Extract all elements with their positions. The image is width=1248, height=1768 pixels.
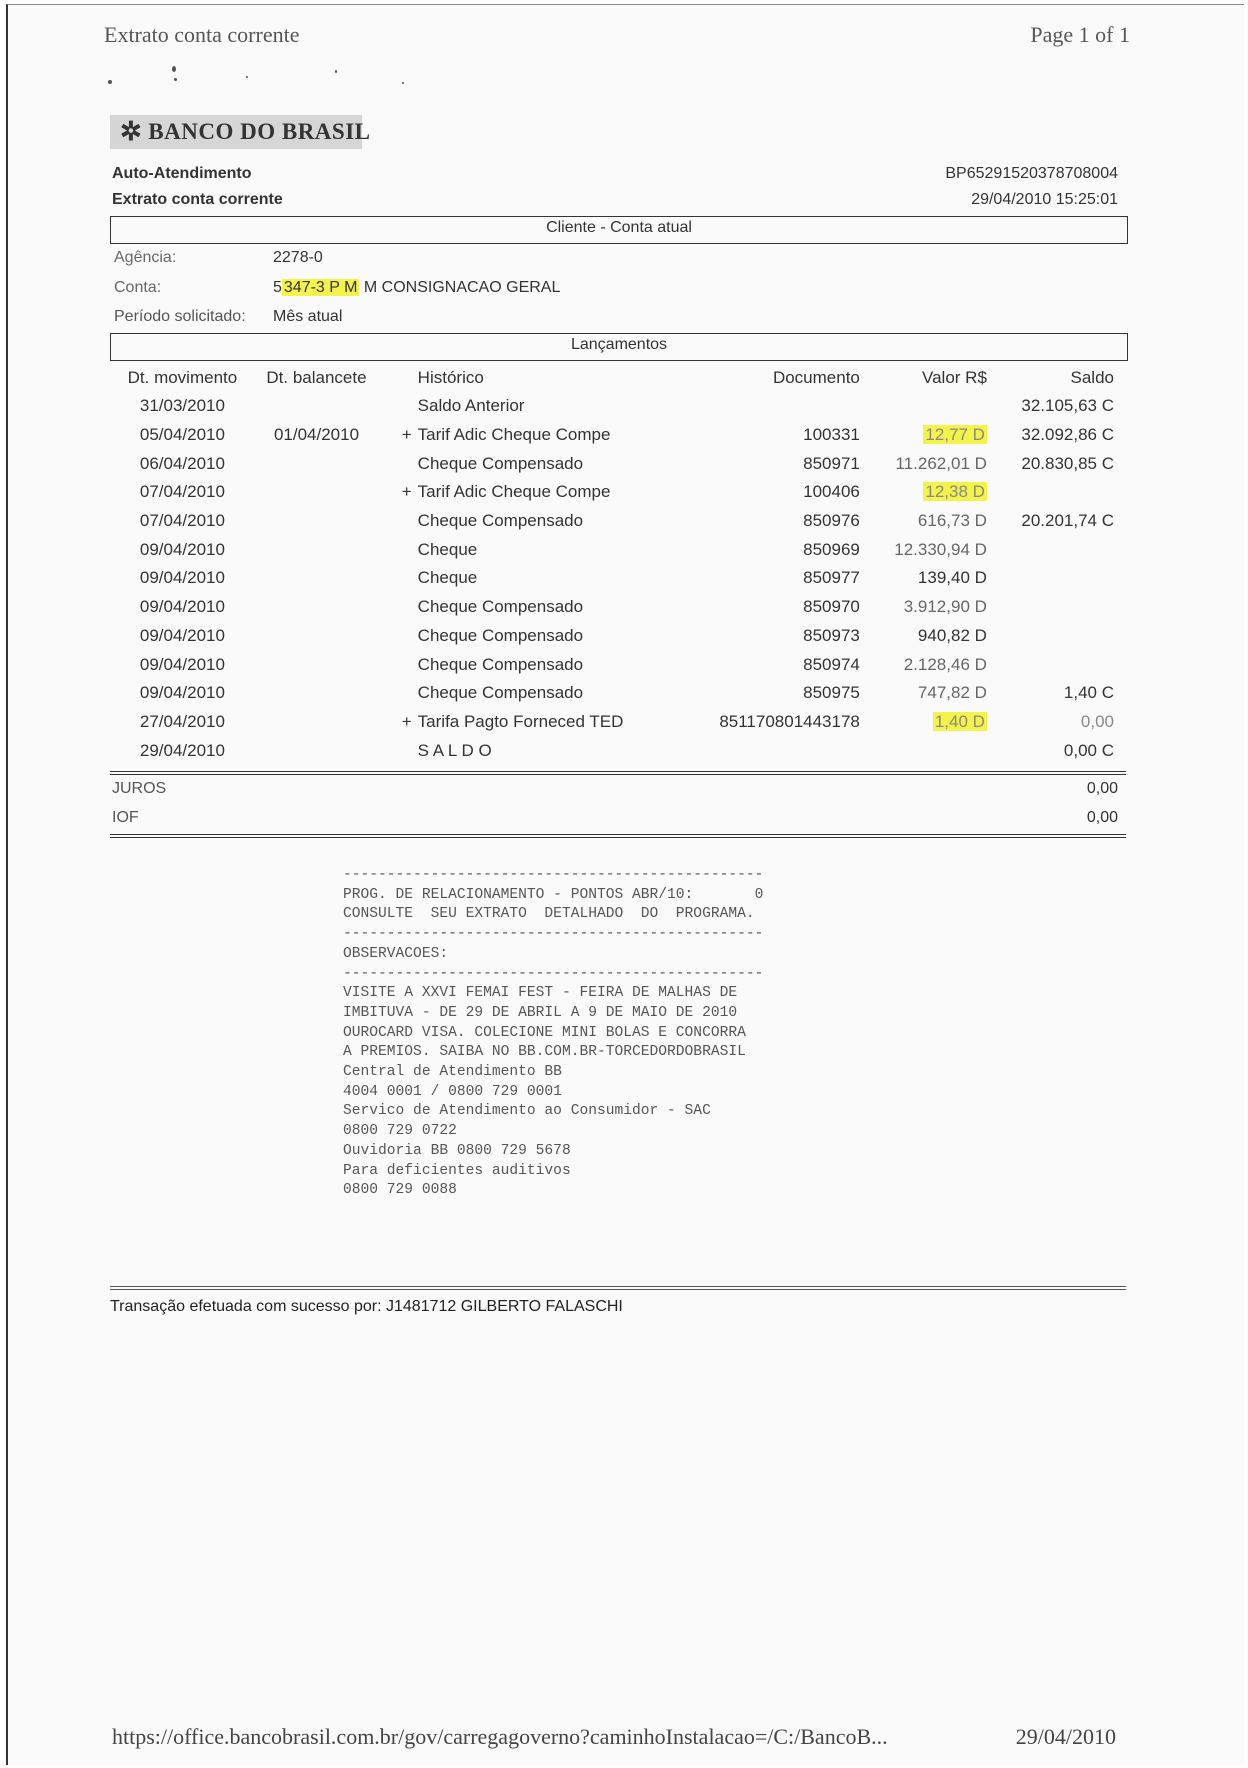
cell-historico: Cheque Compensado (417, 625, 584, 645)
table-row (110, 679, 1126, 708)
cell-dt-movimento: 05/04/2010 (139, 425, 225, 445)
cell-documento: 850974 (803, 654, 860, 674)
statement-datetime: 29/04/2010 15:25:01 (971, 191, 1118, 208)
column-header: Documento (772, 368, 860, 387)
cell-valor: 940,82 D (917, 625, 987, 645)
bank-logo-icon: ✲ (120, 117, 143, 146)
conta-value-rest: M CONSIGNACAO GERAL (359, 279, 561, 296)
column-header: Saldo (1070, 368, 1114, 387)
cell-sign (378, 449, 418, 478)
scan-speck (108, 80, 112, 84)
cell-dt-movimento: 09/04/2010 (139, 654, 225, 674)
cell-historico: Cheque Compensado (417, 597, 584, 617)
iof-value: 0,00 (1086, 809, 1118, 826)
agencia-value: 2278-0 (273, 249, 323, 266)
observations-block (343, 866, 763, 1201)
cell-saldo: 32.105,63 C (1021, 396, 1114, 416)
table-row (110, 593, 1126, 622)
column-header-sign (378, 364, 418, 392)
cell-valor: 11.262,01 D (895, 453, 987, 473)
totals-bottom-rule (110, 834, 1126, 835)
cell-documento: 850969 (803, 539, 860, 559)
column-header: Dt. movimento (127, 368, 238, 387)
column-header: Dt. balancete (266, 368, 367, 387)
cell-saldo: 20.830,85 C (1021, 453, 1114, 473)
cell-sign (378, 593, 418, 622)
cell-valor (860, 736, 987, 765)
observation-line: Ouvidoria BB 0800 729 5678 (343, 1142, 571, 1159)
cell-documento: 850971 (803, 453, 860, 473)
lancamentos-section-header (110, 333, 1128, 361)
cell-dt-movimento: 09/04/2010 (139, 683, 225, 703)
cell-dt-movimento: 09/04/2010 (139, 568, 225, 588)
footer-rule (110, 1286, 1126, 1290)
observation-line: VISITE A XXVI FEMAI FEST - FEIRA DE MALHAS DE (343, 985, 738, 1002)
cell-documento: 850975 (803, 683, 860, 703)
cell-documento: 850976 (803, 511, 860, 531)
observation-line: 4004 0001 / 0800 729 0001 (343, 1083, 562, 1100)
cell-dt-balancete (255, 593, 378, 622)
cell-documento: 850970 (803, 597, 860, 617)
cell-saldo (987, 478, 1126, 507)
cell-dt-movimento: 09/04/2010 (139, 625, 225, 645)
cell-sign: + (401, 482, 412, 502)
print-date: 29/04/2010 (1015, 1724, 1116, 1749)
scan-speck (246, 76, 248, 78)
page-number: Page 1 of 1 (1030, 22, 1130, 47)
cell-dt-balancete (255, 650, 378, 679)
conta-value-prefix: 5 (273, 279, 282, 296)
observation-line: OUROCARD VISA. COLECIONE MINI BOLAS E CONCORRA (343, 1024, 746, 1041)
table-bottom-rule (110, 774, 1126, 775)
table-row (110, 478, 1126, 507)
observation-line: Para deficientes auditivos (343, 1162, 571, 1179)
cell-historico: Tarif Adic Cheque Compe (417, 482, 611, 502)
cell-dt-balancete (255, 679, 378, 708)
table-row (110, 650, 1126, 679)
cell-historico: Cheque (417, 539, 478, 559)
cell-sign (378, 650, 418, 679)
column-header: Valor R$ (922, 368, 987, 387)
table-bottom-rule (110, 771, 1126, 772)
scan-speck (335, 70, 337, 73)
cell-dt-balancete (255, 736, 378, 765)
cell-documento: 850977 (803, 568, 860, 588)
table-row (110, 449, 1126, 478)
cell-documento: 850973 (803, 625, 860, 645)
cell-dt-movimento: 06/04/2010 (139, 453, 225, 473)
cell-saldo: 0,00 C (1063, 740, 1114, 760)
channel-label: Auto-Atendimento (112, 165, 252, 182)
cell-historico: Cheque Compensado (417, 683, 584, 703)
table-row (110, 421, 1126, 450)
cell-dt-balancete (255, 564, 378, 593)
cell-saldo (987, 650, 1126, 679)
bank-logo (110, 115, 371, 149)
table-row (110, 708, 1126, 737)
observation-line: PROG. DE RELACIONAMENTO - PONTOS ABR/10: 0 (343, 886, 764, 903)
scan-speck (174, 78, 177, 81)
bank-logo-text: BANCO DO BRASIL (148, 119, 371, 144)
statement-id: BP65291520378708004 (945, 165, 1118, 182)
cell-sign (378, 392, 418, 421)
cell-documento: 100406 (803, 482, 860, 502)
cell-documento (665, 736, 860, 765)
cell-dt-movimento: 29/04/2010 (139, 740, 225, 760)
cell-saldo (987, 564, 1126, 593)
cell-documento: 851170801443178 (719, 711, 860, 731)
cell-dt-movimento: 09/04/2010 (139, 597, 225, 617)
table-row (110, 564, 1126, 593)
periodo-value: Mês atual (273, 308, 343, 325)
transaction-status: Transação efetuada com sucesso por: J1481712 GILBERTO FALASCHI (110, 1298, 623, 1315)
cell-historico: Cheque Compensado (417, 654, 584, 674)
scan-speck (172, 66, 176, 72)
highlighted-value: 12,77 D (925, 425, 985, 445)
observation-line: OBSERVACOES: (343, 945, 449, 962)
observation-line: 0800 729 0088 (343, 1182, 457, 1199)
cell-valor (860, 478, 987, 507)
table-row (110, 622, 1126, 651)
cell-sign (378, 679, 418, 708)
juros-label: JUROS (112, 780, 167, 797)
table-row (110, 535, 1126, 564)
page-url: https://office.bancobrasil.com.br/gov/carregagoverno?caminhoInstalacao=/C:/BancoB... (112, 1724, 888, 1749)
scan-speck (402, 82, 404, 84)
cell-historico: Cheque Compensado (417, 511, 584, 531)
lancamentos-section-title: Lançamentos (570, 336, 668, 353)
highlighted-value: 12,38 D (925, 482, 985, 502)
observation-line: Central de Atendimento BB (343, 1064, 562, 1081)
cell-documento: 100331 (803, 425, 860, 445)
cell-sign: + (401, 711, 412, 731)
observation-line: IMBITUVA - DE 29 DE ABRIL A 9 DE MAIO DE 2010 (343, 1004, 738, 1021)
cell-valor: 2.128,46 D (903, 654, 987, 674)
cell-dt-movimento: 27/04/2010 (139, 711, 225, 731)
highlighted-value: 1,40 D (934, 711, 985, 731)
cell-dt-movimento: 31/03/2010 (139, 396, 225, 416)
observation-line: ------------------------------------------------ (343, 965, 764, 982)
cell-valor: 12.330,94 D (894, 539, 987, 559)
cell-dt-movimento: 07/04/2010 (139, 511, 225, 531)
cell-dt-balancete (255, 535, 378, 564)
cell-historico: S A L D O (417, 740, 492, 760)
cell-saldo: 1,40 C (1063, 683, 1114, 703)
cell-dt-balancete (255, 622, 378, 651)
table-header-row (110, 364, 1126, 392)
cell-sign (378, 535, 418, 564)
cell-saldo (987, 593, 1126, 622)
observation-line: ------------------------------------------------ (343, 867, 764, 883)
cell-saldo (987, 622, 1126, 651)
statement-type-label: Extrato conta corrente (112, 191, 283, 208)
conta-value (273, 279, 560, 297)
cell-valor (860, 708, 987, 737)
cell-saldo (987, 535, 1126, 564)
table-row (110, 392, 1126, 421)
cell-sign (378, 736, 418, 765)
cell-valor: 139,40 D (917, 568, 987, 588)
cell-valor: 616,73 D (917, 511, 987, 531)
conta-value-highlight: 347-3 P M (283, 279, 358, 296)
cell-dt-balancete (255, 478, 378, 507)
transactions-body (110, 392, 1126, 765)
juros-value: 0,00 (1086, 780, 1118, 797)
cell-dt-movimento: 09/04/2010 (139, 539, 225, 559)
cell-dt-balancete (255, 449, 378, 478)
client-section-title: Cliente - Conta atual (546, 219, 692, 236)
cell-dt-movimento: 07/04/2010 (139, 482, 225, 502)
cell-dt-balancete (255, 708, 378, 737)
table-row (110, 507, 1126, 536)
page-header-title: Extrato conta corrente (104, 22, 300, 47)
cell-dt-balancete (255, 507, 378, 536)
iof-label: IOF (112, 809, 139, 826)
observation-line: Servico de Atendimento ao Consumidor - SAC (343, 1103, 711, 1120)
observation-line: CONSULTE SEU EXTRATO DETALHADO DO PROGRAMA. (343, 906, 755, 923)
observation-line: A PREMIOS. SAIBA NO BB.COM.BR-TORCEDORDOBRASIL (343, 1044, 746, 1061)
periodo-label: Período solicitado: (114, 308, 246, 325)
cell-valor (860, 392, 987, 421)
cell-historico: Cheque (417, 568, 478, 588)
table-row (110, 736, 1126, 765)
cell-dt-balancete: 01/04/2010 (273, 425, 360, 445)
cell-sign (378, 564, 418, 593)
cell-valor: 3.912,90 D (903, 597, 987, 617)
totals-bottom-rule (110, 837, 1126, 838)
cell-historico: Tarif Adic Cheque Compe (417, 425, 611, 445)
cell-saldo: 20.201,74 C (1021, 511, 1114, 531)
cell-dt-balancete (255, 392, 378, 421)
agencia-label: Agência: (114, 249, 177, 266)
cell-historico: Tarifa Pagto Forneced TED (417, 711, 624, 731)
cell-valor: 747,82 D (917, 683, 987, 703)
observation-line: 0800 729 0722 (343, 1123, 457, 1140)
conta-label: Conta: (114, 279, 162, 296)
column-header: Histórico (417, 368, 484, 387)
cell-saldo: 32.092,86 C (1021, 425, 1114, 445)
observation-line: ------------------------------------------------ (343, 926, 764, 943)
cell-historico: Cheque Compensado (417, 453, 584, 473)
client-section-header (110, 216, 1128, 244)
cell-sign (378, 507, 418, 536)
cell-historico: Saldo Anterior (417, 396, 525, 416)
cell-sign (378, 622, 418, 651)
cell-saldo: 0,00 (1080, 711, 1114, 731)
cell-documento (665, 392, 860, 421)
cell-valor (860, 421, 987, 450)
transactions-table (110, 364, 1126, 765)
cell-sign: + (401, 425, 412, 445)
